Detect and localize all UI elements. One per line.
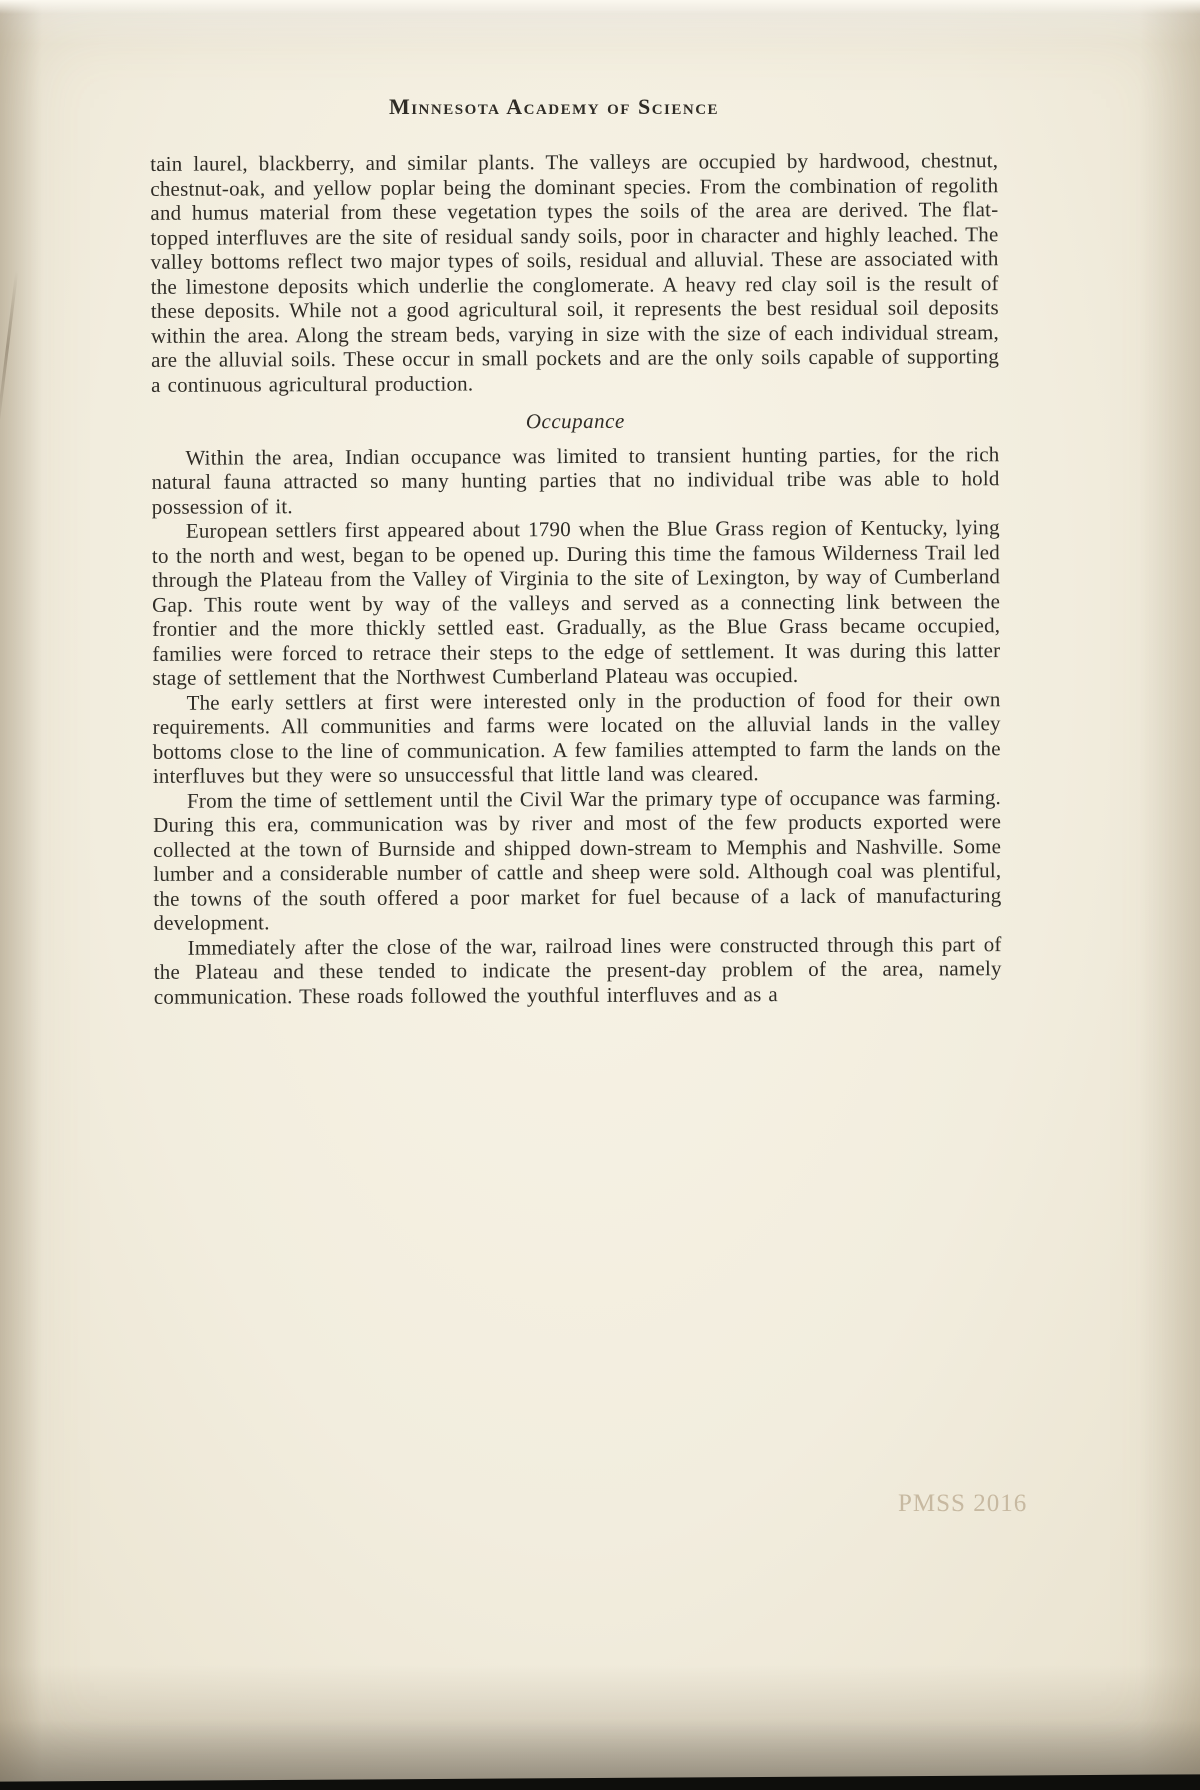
body-paragraph-2: European settlers first appeared about 1790 when the Blue Grass region of Kentucky, lying to the north and west, began to be opened up. During this time the famous Wilderness Trail led through the Plateau from the Valley of Virginia to the site of Lexington, by way of Cumberland Gap. This route went by way of the valleys and served as a connecting link between the frontier and the more thickly settled east. Gradually, as the Blue Grass became occupied, families were forced to retrace their steps to the edge of settlement. It was during this latter stage of settlement that the Northwest Cumberland Plateau was occupied.	[151, 515, 1001, 690]
body-paragraph-4: From the time of settlement until the Civil War the primary type of occupance was farming. During this era, communication was by river and most of the few products exported were collected at the town of Burnside and shipped down-stream to Memphis and Nashville. Some lumber and a considerable number of cattle and sheep were sold. Although coal was plentiful, the towns of the south offered a poor market for fuel because of a lack of manufacturing development.	[153, 784, 1002, 935]
section-heading-occupance: Occupance	[525, 408, 625, 434]
watermark: PMSS 2016	[898, 1490, 1028, 1517]
body-paragraph-1: Within the area, Indian occupance was limited to transient hunting parties, for the rich natural fauna attracted so many hunting parties that no individual tribe was able to hold possession of it.	[151, 441, 1000, 519]
paper-crease	[0, 270, 18, 439]
text-block	[150, 148, 1002, 1009]
page-top-edge	[0, 0, 1200, 14]
body-paragraph-3: The early settlers at first were interested only in the production of food for their own requirements. All communities and farms were located on the alluvial lands in the valley bottoms close to the line of communication. A few families attempted to farm the lands on the interfluves but they were so unsuccessful that little land was cleared.	[152, 686, 1001, 788]
body-paragraph-5: Immediately after the close of the war, railroad lines were constructed through this part of the Plateau and these tended to indicate the present-day problem of the area, namely communication. These roads followed the youthful interfluves and as a	[153, 931, 1002, 1009]
running-header: Minnesota Academy of Science	[388, 94, 720, 119]
body-paragraph-continuation: tain laurel, blackberry, and similar plants. The valleys are occupied by hardwood, chestnut, chestnut-oak, and yellow poplar being the dominant species. From the combination of regolith and humus material from these vegetation types the soils of the area are derived. The flat-topped interfluves are the site of residual sandy soils, poor in character and highly leached. The valley bottoms reflect two major types of soils, residual and alluvial. These are associated with the limestone deposits which underlie the conglomerate. A heavy red clay soil is the result of these deposits. While not a good agricultural soil, it represents the best residual soil deposits within the area. Along the stream beds, varying in size with the size of each individual stream, are the alluvial soils. These occur in small pockets and are the only soils capable of supporting a continuous agricultural production.	[150, 148, 1000, 397]
